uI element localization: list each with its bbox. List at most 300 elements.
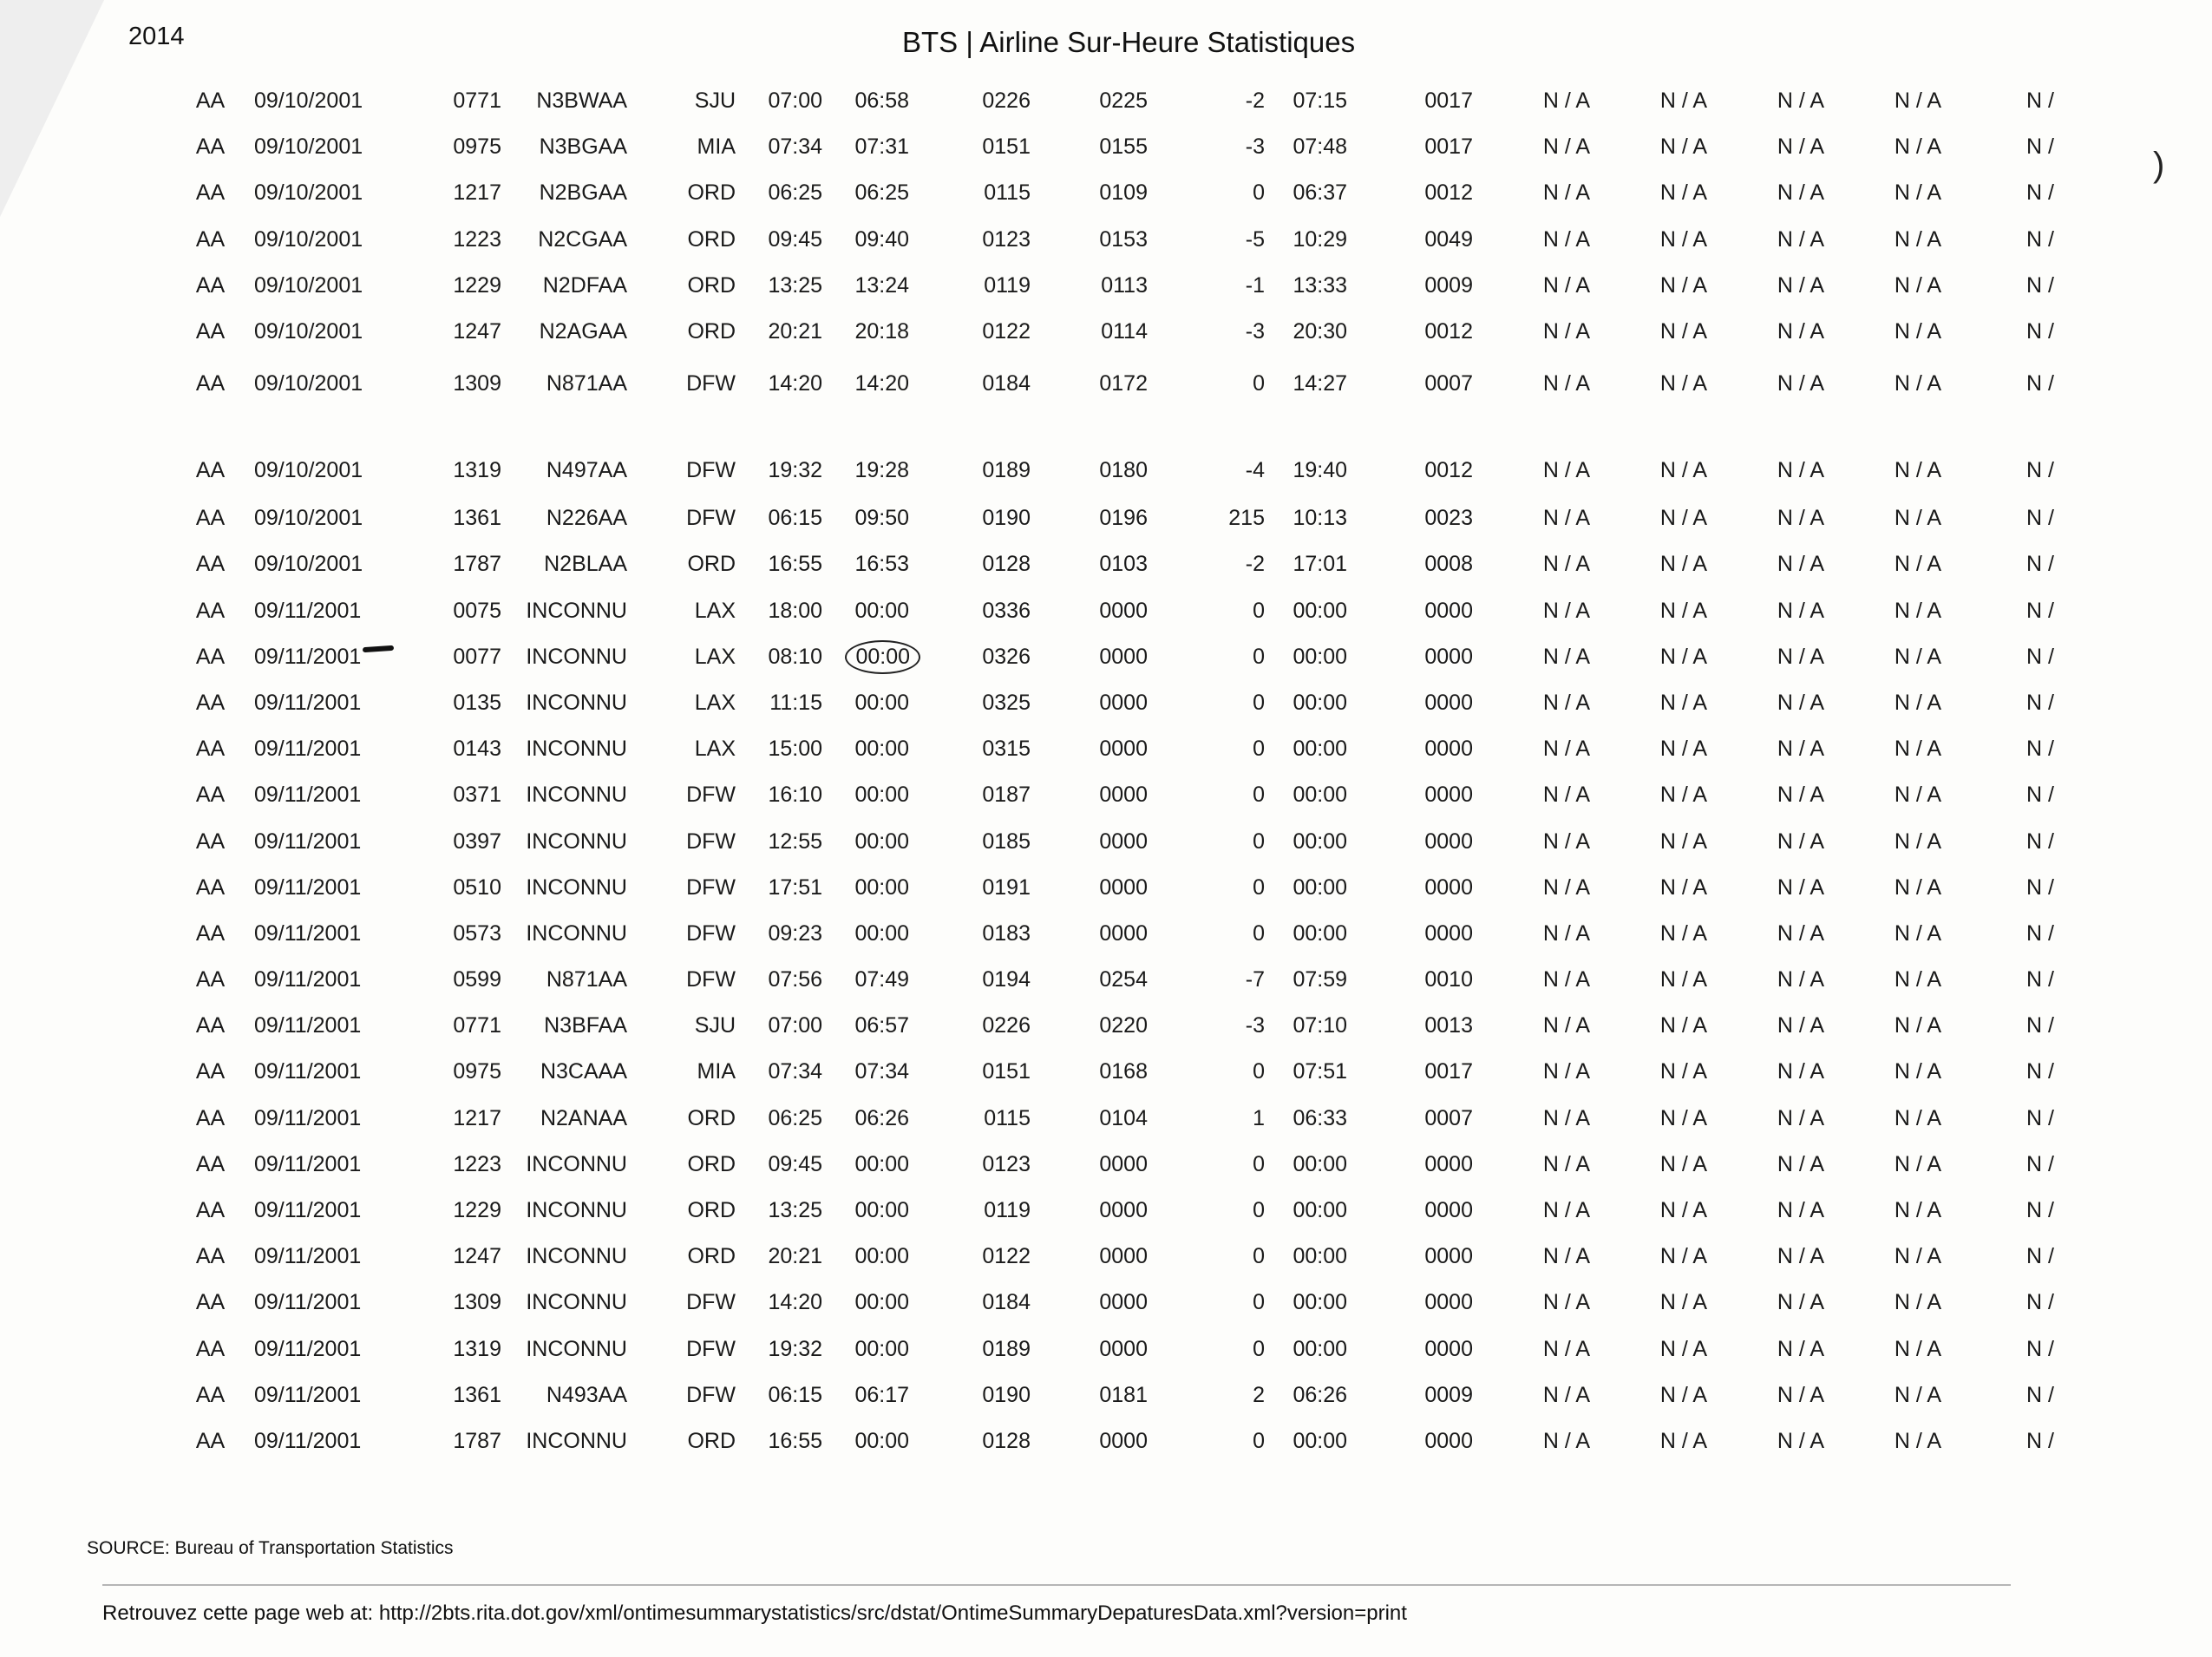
- na-cell: N / A: [1777, 920, 1824, 946]
- departure-delay-cell: 0: [1253, 1336, 1265, 1361]
- wheels-off-cell: 07:15: [1293, 88, 1347, 114]
- flight-number-cell: 0077: [453, 644, 501, 669]
- taxi-out-cell: 0012: [1424, 319, 1473, 344]
- actual-elapsed-cell: 0000: [1099, 1198, 1148, 1223]
- taxi-out-cell: 0012: [1424, 458, 1473, 483]
- date-cell: 09/11/2001: [254, 1290, 362, 1315]
- date-cell: 09/11/2001: [254, 1013, 362, 1038]
- flight-number-cell: 0143: [453, 737, 501, 762]
- taxi-out-cell: 0000: [1424, 737, 1473, 762]
- carrier-cell: AA: [195, 1244, 226, 1269]
- date-cell: 09/11/2001: [254, 967, 362, 992]
- folded-page-corner: [0, 0, 104, 217]
- scheduled-elapsed-cell: 0326: [982, 644, 1031, 669]
- na-cell: N /: [2026, 1428, 2054, 1453]
- na-cell: N / A: [1659, 370, 1707, 396]
- na-cell: N /: [2026, 1198, 2054, 1223]
- date-cell: 09/11/2001: [254, 1198, 362, 1223]
- na-cell: N / A: [1894, 1151, 1941, 1176]
- scheduled-time-cell: 15:00: [768, 737, 822, 762]
- actual-elapsed-cell: 0000: [1099, 783, 1148, 808]
- tail-number-cell: N3CAAA: [540, 1059, 627, 1084]
- flight-number-cell: 0371: [453, 783, 501, 808]
- scheduled-elapsed-cell: 0128: [982, 552, 1031, 577]
- carrier-cell: AA: [195, 88, 226, 114]
- scheduled-elapsed-cell: 0184: [982, 370, 1031, 396]
- flight-number-cell: 0510: [453, 874, 501, 900]
- na-cell: N / A: [1894, 690, 1941, 715]
- na-cell: N / A: [1894, 783, 1941, 808]
- date-cell: 09/11/2001: [254, 690, 362, 715]
- actual-elapsed-cell: 0254: [1099, 967, 1148, 992]
- na-cell: N / A: [1894, 180, 1941, 206]
- flight-number-cell: 1787: [453, 552, 501, 577]
- flight-number-cell: 1247: [453, 319, 501, 344]
- airport-cell: DFW: [686, 828, 736, 854]
- na-cell: N / A: [1542, 737, 1590, 762]
- na-cell: N / A: [1542, 1105, 1590, 1130]
- na-cell: N / A: [1659, 552, 1707, 577]
- na-cell: N / A: [1542, 1244, 1590, 1269]
- actual-time-cell: 07:31: [854, 134, 909, 160]
- scheduled-time-cell: 20:21: [768, 1244, 822, 1269]
- na-cell: N / A: [1777, 1290, 1824, 1315]
- tail-number-cell: INCONNU: [526, 1244, 627, 1269]
- airport-cell: ORD: [687, 180, 736, 206]
- taxi-out-cell: 0012: [1424, 180, 1473, 206]
- na-cell: N / A: [1777, 1105, 1824, 1130]
- scheduled-time-cell: 16:55: [768, 1428, 822, 1453]
- na-cell: N / A: [1659, 134, 1707, 160]
- scheduled-time-cell: 06:25: [768, 1105, 822, 1130]
- na-cell: N / A: [1894, 1105, 1941, 1130]
- scheduled-time-cell: 06:15: [768, 506, 822, 531]
- tail-number-cell: INCONNU: [526, 690, 627, 715]
- date-cell: 09/11/2001: [254, 1059, 362, 1084]
- na-cell: N / A: [1894, 226, 1941, 252]
- carrier-cell: AA: [195, 920, 226, 946]
- table-row: [173, 865, 2054, 911]
- na-cell: N / A: [1659, 1105, 1707, 1130]
- actual-time-cell: 09:40: [854, 226, 909, 252]
- wheels-off-cell: 00:00: [1293, 874, 1347, 900]
- na-cell: N / A: [1659, 180, 1707, 206]
- departure-delay-cell: 0: [1253, 874, 1265, 900]
- date-cell: 09/11/2001: [254, 1105, 362, 1130]
- scheduled-elapsed-cell: 0123: [982, 226, 1031, 252]
- table-row: [173, 1372, 2054, 1418]
- taxi-out-cell: 0000: [1424, 874, 1473, 900]
- na-cell: N / A: [1542, 370, 1590, 396]
- tail-number-cell: N2BGAA: [539, 180, 627, 206]
- scheduled-time-cell: 08:10: [768, 644, 822, 669]
- scheduled-elapsed-cell: 0187: [982, 783, 1031, 808]
- table-row: [173, 726, 2054, 772]
- actual-elapsed-cell: 0113: [1101, 272, 1148, 298]
- airport-cell: DFW: [686, 874, 736, 900]
- flight-number-cell: 1247: [453, 1244, 501, 1269]
- table-row: [173, 1418, 2054, 1464]
- scheduled-elapsed-cell: 0115: [984, 180, 1031, 206]
- carrier-cell: AA: [195, 737, 226, 762]
- tail-number-cell: INCONNU: [526, 598, 627, 623]
- wheels-off-cell: 00:00: [1293, 1336, 1347, 1361]
- carrier-cell: AA: [195, 598, 226, 623]
- departure-delay-cell: 215: [1228, 506, 1265, 531]
- carrier-cell: AA: [195, 690, 226, 715]
- tail-number-cell: INCONNU: [526, 1428, 627, 1453]
- flight-number-cell: 0771: [453, 88, 501, 114]
- wheels-off-cell: 00:00: [1293, 737, 1347, 762]
- departure-delay-cell: 0: [1253, 783, 1265, 808]
- airport-cell: ORD: [687, 1244, 736, 1269]
- wheels-off-cell: 00:00: [1293, 920, 1347, 946]
- na-cell: N / A: [1659, 690, 1707, 715]
- na-cell: N /: [2026, 134, 2054, 160]
- scheduled-elapsed-cell: 0128: [982, 1428, 1031, 1453]
- table-row: [173, 1096, 2054, 1142]
- departure-delay-cell: 0: [1253, 1059, 1265, 1084]
- scheduled-elapsed-cell: 0191: [982, 874, 1031, 900]
- date-cell: 09/11/2001: [254, 1382, 362, 1407]
- na-cell: N / A: [1659, 1428, 1707, 1453]
- departure-delay-cell: 0: [1253, 828, 1265, 854]
- actual-elapsed-cell: 0000: [1099, 1151, 1148, 1176]
- flight-number-cell: 0397: [453, 828, 501, 854]
- date-cell: 09/11/2001: [254, 1428, 362, 1453]
- date-cell: 09/11/2001: [254, 644, 362, 669]
- wheels-off-cell: 07:48: [1293, 134, 1347, 160]
- actual-time-cell: 00:00: [854, 1244, 909, 1269]
- na-cell: N / A: [1659, 226, 1707, 252]
- taxi-out-cell: 0017: [1424, 134, 1473, 160]
- scheduled-time-cell: 19:32: [768, 458, 822, 483]
- scheduled-elapsed-cell: 0119: [984, 1198, 1031, 1223]
- na-cell: N / A: [1542, 272, 1590, 298]
- scheduled-elapsed-cell: 0184: [982, 1290, 1031, 1315]
- airport-cell: ORD: [687, 552, 736, 577]
- flight-number-cell: 1223: [453, 1151, 501, 1176]
- tail-number-cell: INCONNU: [526, 1290, 627, 1315]
- date-cell: 09/10/2001: [254, 272, 363, 298]
- departure-delay-cell: 0: [1253, 1244, 1265, 1269]
- date-cell: 09/10/2001: [254, 552, 363, 577]
- departure-delay-cell: 2: [1253, 1382, 1265, 1407]
- na-cell: N /: [2026, 552, 2054, 577]
- tail-number-cell: INCONNU: [526, 1336, 627, 1361]
- departure-delay-cell: -3: [1245, 1013, 1265, 1038]
- actual-time-cell: 00:00: [854, 828, 909, 854]
- na-cell: N / A: [1777, 506, 1824, 531]
- tail-number-cell: INCONNU: [526, 1151, 627, 1176]
- departures-table: [173, 78, 2054, 1464]
- table-row: [173, 588, 2054, 634]
- flight-number-cell: 1229: [453, 1198, 501, 1223]
- scheduled-elapsed-cell: 0325: [982, 690, 1031, 715]
- na-cell: N / A: [1777, 1336, 1824, 1361]
- tail-number-cell: INCONNU: [526, 920, 627, 946]
- wheels-off-cell: 07:10: [1293, 1013, 1347, 1038]
- departure-delay-cell: 0: [1253, 1290, 1265, 1315]
- scheduled-elapsed-cell: 0123: [982, 1151, 1031, 1176]
- airport-cell: MIA: [697, 134, 736, 160]
- actual-time-cell: 09:50: [854, 506, 909, 531]
- airport-cell: MIA: [697, 1059, 736, 1084]
- actual-elapsed-cell: 0172: [1099, 370, 1148, 396]
- wheels-off-cell: 06:26: [1293, 1382, 1347, 1407]
- page-year-fragment: 2014: [128, 23, 185, 50]
- carrier-cell: AA: [195, 967, 226, 992]
- na-cell: N / A: [1542, 552, 1590, 577]
- flight-number-cell: 1229: [453, 272, 501, 298]
- flight-number-cell: 1309: [453, 370, 501, 396]
- na-cell: N / A: [1777, 272, 1824, 298]
- taxi-out-cell: 0013: [1424, 1013, 1473, 1038]
- na-cell: N / A: [1542, 1151, 1590, 1176]
- na-cell: N / A: [1542, 1198, 1590, 1223]
- wheels-off-cell: 00:00: [1293, 644, 1347, 669]
- airport-cell: ORD: [687, 1428, 736, 1453]
- flight-number-cell: 1319: [453, 458, 501, 483]
- na-cell: N / A: [1894, 1059, 1941, 1084]
- na-cell: N / A: [1659, 1059, 1707, 1084]
- scheduled-time-cell: 16:10: [768, 783, 822, 808]
- na-cell: N /: [2026, 1290, 2054, 1315]
- table-row: [173, 1234, 2054, 1280]
- actual-elapsed-cell: 0000: [1099, 828, 1148, 854]
- flight-number-cell: 0075: [453, 598, 501, 623]
- departure-delay-cell: 0: [1253, 180, 1265, 206]
- carrier-cell: AA: [195, 828, 226, 854]
- na-cell: N / A: [1894, 506, 1941, 531]
- na-cell: N / A: [1894, 88, 1941, 114]
- actual-time-cell: 00:00: [854, 690, 909, 715]
- na-cell: N /: [2026, 783, 2054, 808]
- actual-time-cell: 06:57: [854, 1013, 909, 1038]
- carrier-cell: AA: [195, 1336, 226, 1361]
- na-cell: N / A: [1542, 506, 1590, 531]
- flight-number-cell: 1309: [453, 1290, 501, 1315]
- na-cell: N / A: [1542, 1382, 1590, 1407]
- table-row: [173, 495, 2054, 541]
- carrier-cell: AA: [195, 1059, 226, 1084]
- airport-cell: DFW: [686, 370, 736, 396]
- actual-time-cell: 06:58: [854, 88, 909, 114]
- table-row: [173, 355, 2054, 412]
- scheduled-elapsed-cell: 0122: [982, 319, 1031, 344]
- taxi-out-cell: 0000: [1424, 1151, 1473, 1176]
- departure-delay-cell: 0: [1253, 737, 1265, 762]
- actual-time-cell: 00:00: [854, 598, 909, 623]
- airport-cell: LAX: [694, 644, 736, 669]
- table-row: [173, 1142, 2054, 1188]
- actual-elapsed-cell: 0000: [1099, 1290, 1148, 1315]
- airport-cell: ORD: [687, 1198, 736, 1223]
- na-cell: N / A: [1777, 1151, 1824, 1176]
- scheduled-time-cell: 19:32: [768, 1336, 822, 1361]
- airport-cell: SJU: [694, 88, 736, 114]
- table-row: [173, 170, 2054, 216]
- flight-number-cell: 0771: [453, 1013, 501, 1038]
- flight-number-cell: 1217: [453, 1105, 501, 1130]
- scheduled-elapsed-cell: 0183: [982, 920, 1031, 946]
- na-cell: N /: [2026, 319, 2054, 344]
- na-cell: N /: [2026, 458, 2054, 483]
- na-cell: N /: [2026, 598, 2054, 623]
- na-cell: N / A: [1894, 874, 1941, 900]
- page-title: BTS | Airline Sur-Heure Statistiques: [902, 26, 1356, 58]
- scheduled-time-cell: 07:56: [768, 967, 822, 992]
- airport-cell: ORD: [687, 1151, 736, 1176]
- na-cell: N /: [2026, 967, 2054, 992]
- airport-cell: DFW: [686, 967, 736, 992]
- taxi-out-cell: 0017: [1424, 1059, 1473, 1084]
- na-cell: N / A: [1894, 272, 1941, 298]
- actual-time-cell: 00:00: [854, 737, 909, 762]
- airport-cell: LAX: [694, 690, 736, 715]
- scheduled-elapsed-cell: 0189: [982, 458, 1031, 483]
- taxi-out-cell: 0000: [1424, 690, 1473, 715]
- na-cell: N / A: [1659, 1198, 1707, 1223]
- actual-elapsed-cell: 0000: [1099, 644, 1148, 669]
- airport-cell: ORD: [687, 319, 736, 344]
- carrier-cell: AA: [195, 1105, 226, 1130]
- actual-elapsed-cell: 0114: [1101, 319, 1148, 344]
- date-cell: 09/11/2001: [254, 828, 362, 854]
- na-cell: N /: [2026, 1244, 2054, 1269]
- scheduled-time-cell: 06:15: [768, 1382, 822, 1407]
- actual-time-cell: 06:26: [854, 1105, 909, 1130]
- scheduled-elapsed-cell: 0226: [982, 88, 1031, 114]
- pen-mark-parenthesis: ): [2153, 146, 2165, 184]
- tail-number-cell: N3BGAA: [539, 134, 627, 160]
- taxi-out-cell: 0007: [1424, 370, 1473, 396]
- taxi-out-cell: 0000: [1424, 1290, 1473, 1315]
- actual-time-cell: 06:25: [854, 180, 909, 206]
- wheels-off-cell: 19:40: [1293, 458, 1347, 483]
- na-cell: N / A: [1894, 370, 1941, 396]
- table-row: [173, 309, 2054, 355]
- carrier-cell: AA: [195, 272, 226, 298]
- na-cell: N / A: [1894, 598, 1941, 623]
- na-cell: N / A: [1777, 1013, 1824, 1038]
- tail-number-cell: INCONNU: [526, 783, 627, 808]
- na-cell: N / A: [1659, 828, 1707, 854]
- carrier-cell: AA: [195, 644, 226, 669]
- na-cell: N / A: [1777, 828, 1824, 854]
- carrier-cell: AA: [195, 1151, 226, 1176]
- carrier-cell: AA: [195, 874, 226, 900]
- date-cell: 09/10/2001: [254, 226, 363, 252]
- na-cell: N / A: [1659, 458, 1707, 483]
- na-cell: N / A: [1777, 226, 1824, 252]
- scheduled-elapsed-cell: 0190: [982, 506, 1031, 531]
- carrier-cell: AA: [195, 1382, 226, 1407]
- actual-time-cell: 19:28: [854, 458, 909, 483]
- taxi-out-cell: 0009: [1424, 272, 1473, 298]
- na-cell: N / A: [1894, 319, 1941, 344]
- tail-number-cell: N3BFAA: [544, 1013, 627, 1038]
- actual-time-cell: 20:18: [854, 319, 909, 344]
- wheels-off-cell: 00:00: [1293, 1151, 1347, 1176]
- taxi-out-cell: 0000: [1424, 1428, 1473, 1453]
- wheels-off-cell: 13:33: [1293, 272, 1347, 298]
- flight-number-cell: 1217: [453, 180, 501, 206]
- na-cell: N / A: [1894, 1336, 1941, 1361]
- airport-cell: ORD: [687, 1105, 736, 1130]
- na-cell: N /: [2026, 644, 2054, 669]
- na-cell: N / A: [1659, 598, 1707, 623]
- departure-delay-cell: 0: [1253, 1151, 1265, 1176]
- na-cell: N / A: [1659, 88, 1707, 114]
- na-cell: N / A: [1894, 1198, 1941, 1223]
- tail-number-cell: N493AA: [546, 1382, 627, 1407]
- na-cell: N / A: [1894, 1244, 1941, 1269]
- date-cell: 09/11/2001: [254, 1244, 362, 1269]
- na-cell: N /: [2026, 920, 2054, 946]
- scheduled-time-cell: 14:20: [768, 370, 822, 396]
- wheels-off-cell: 00:00: [1293, 690, 1347, 715]
- actual-time-cell: 00:00: [854, 1151, 909, 1176]
- table-row: [173, 680, 2054, 726]
- departure-delay-cell: -2: [1245, 88, 1265, 114]
- na-cell: N / A: [1542, 88, 1590, 114]
- tail-number-cell: INCONNU: [526, 828, 627, 854]
- actual-elapsed-cell: 0103: [1099, 552, 1148, 577]
- actual-elapsed-cell: 0000: [1099, 1336, 1148, 1361]
- airport-cell: DFW: [686, 1336, 736, 1361]
- na-cell: N / A: [1659, 967, 1707, 992]
- actual-elapsed-cell: 0000: [1099, 920, 1148, 946]
- wheels-off-cell: 20:30: [1293, 319, 1347, 344]
- actual-elapsed-cell: 0000: [1099, 874, 1148, 900]
- actual-time-cell: 14:20: [854, 370, 909, 396]
- actual-elapsed-cell: 0225: [1099, 88, 1148, 114]
- table-row: [173, 1326, 2054, 1372]
- departure-delay-cell: -7: [1245, 967, 1265, 992]
- na-cell: N / A: [1659, 319, 1707, 344]
- scheduled-time-cell: 14:20: [768, 1290, 822, 1315]
- na-cell: N /: [2026, 1105, 2054, 1130]
- na-cell: N / A: [1542, 226, 1590, 252]
- scheduled-time-cell: 09:23: [768, 920, 822, 946]
- tail-number-cell: N497AA: [546, 458, 627, 483]
- na-cell: N / A: [1894, 967, 1941, 992]
- na-cell: N / A: [1659, 1151, 1707, 1176]
- wheels-off-cell: 00:00: [1293, 783, 1347, 808]
- na-cell: N / A: [1777, 1382, 1824, 1407]
- table-row: [173, 217, 2054, 263]
- na-cell: N / A: [1894, 644, 1941, 669]
- actual-time-cell: 13:24: [854, 272, 909, 298]
- na-cell: N / A: [1659, 644, 1707, 669]
- scheduled-elapsed-cell: 0185: [982, 828, 1031, 854]
- table-row: [173, 124, 2054, 170]
- scheduled-time-cell: 09:45: [768, 1151, 822, 1176]
- wheels-off-cell: 06:37: [1293, 180, 1347, 206]
- na-cell: N / A: [1542, 644, 1590, 669]
- scheduled-elapsed-cell: 0190: [982, 1382, 1031, 1407]
- na-cell: N / A: [1894, 552, 1941, 577]
- departure-delay-cell: 0: [1253, 920, 1265, 946]
- na-cell: N / A: [1542, 1336, 1590, 1361]
- table-row: [173, 541, 2054, 587]
- table-row: [173, 263, 2054, 309]
- wheels-off-cell: 06:33: [1293, 1105, 1347, 1130]
- scheduled-time-cell: 12:55: [768, 828, 822, 854]
- scheduled-time-cell: 07:34: [768, 134, 822, 160]
- tail-number-cell: INCONNU: [526, 874, 627, 900]
